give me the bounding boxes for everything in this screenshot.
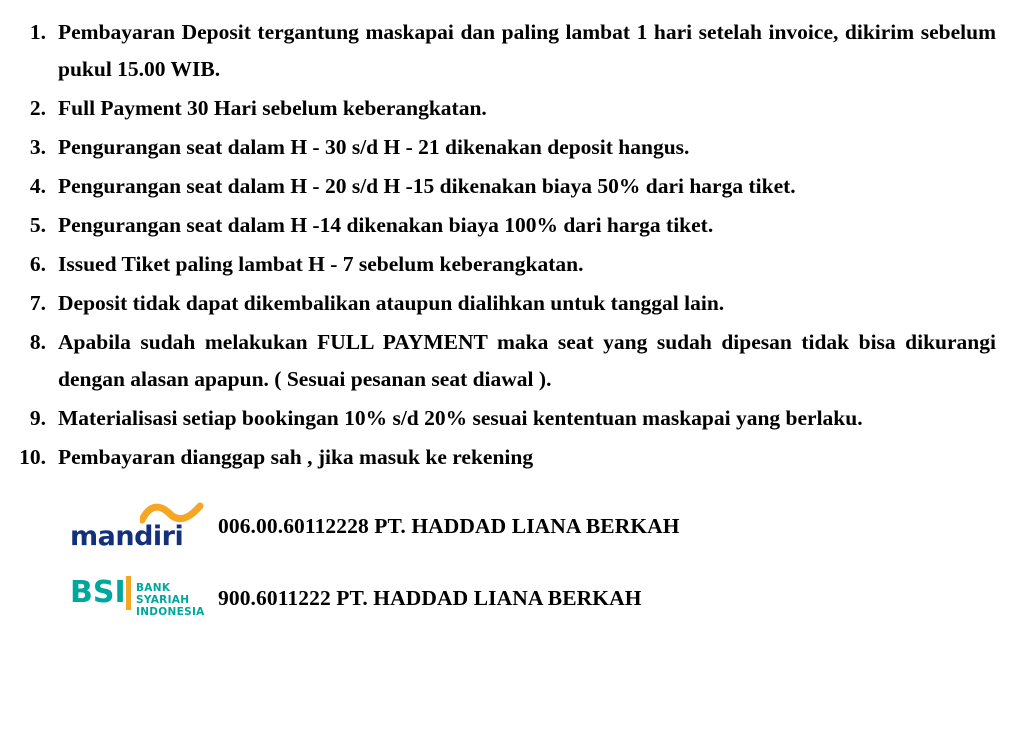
bsi-subtitle-line1: BANK SYARIAH	[136, 581, 190, 606]
bsi-account-number: 900.6011222 PT. HADDAD LIANA BERKAH	[218, 586, 642, 611]
list-item-text: Deposit tidak dapat dikembalikan ataupun dialihkan untuk tanggal lain.	[58, 290, 725, 315]
list-item-number: 10.	[19, 444, 46, 469]
mandiri-logo	[70, 502, 210, 552]
bank-row-bsi	[70, 570, 1002, 628]
list-item-number: 1.	[29, 20, 46, 44]
bsi-subtitle	[136, 582, 210, 619]
list-item-text: Materialisasi setiap bookingan 10% s/d 20% sesuai kententuan maskapai yang berlaku.	[58, 405, 863, 430]
list-item-number: 2.	[29, 95, 46, 120]
list-item	[14, 14, 1002, 88]
list-item-text: Issued Tiket paling lambat H - 7 sebelum keberangkatan.	[58, 251, 584, 276]
bank-row-mandiri	[70, 498, 1002, 556]
bsi-subtitle-line2: INDONESIA	[136, 606, 205, 619]
bsi-wordmark: BSI	[70, 574, 126, 610]
list-item-text: Pengurangan seat dalam H - 30 s/d H - 21 dikenakan deposit hangus.	[58, 134, 690, 159]
list-item	[14, 400, 1002, 437]
list-item	[14, 324, 1002, 398]
list-item-text: Pengurangan seat dalam H - 20 s/d H -15 dikenakan biaya 50% dari harga tiket.	[58, 173, 796, 198]
bsi-logo	[70, 574, 210, 624]
list-item-text: Full Payment 30 Hari sebelum keberangkatan.	[58, 95, 487, 120]
terms-and-conditions-list	[14, 14, 1002, 476]
list-item-text: Apabila sudah melakukan FULL PAYMENT maka seat yang sudah dipesan tidak bisa dikurangi dengan alasan apapun. ( Sesuai pesanan seat diawal ).	[58, 329, 996, 391]
list-item-number: 5.	[29, 212, 46, 237]
list-item	[14, 246, 1002, 283]
list-item	[14, 285, 1002, 322]
list-item-text: Pembayaran dianggap sah , jika masuk ke rekening	[58, 444, 534, 469]
list-item-number: 7.	[29, 290, 46, 315]
list-item-text: Pembayaran Deposit tergantung maskapai dan paling lambat 1 hari setelah invoice, dikirim sebelum pukul 15.00 WIB.	[58, 20, 996, 81]
mandiri-wordmark: mandiri	[70, 520, 184, 552]
list-item-number: 3.	[29, 134, 46, 159]
list-item	[14, 207, 1002, 244]
mandiri-account-number: 006.00.60112228 PT. HADDAD LIANA BERKAH	[218, 514, 680, 539]
list-item-number: 9.	[29, 405, 46, 430]
bank-accounts-section	[14, 498, 1002, 628]
list-item-number: 8.	[29, 329, 46, 354]
list-item	[14, 439, 1002, 476]
list-item-number: 4.	[29, 173, 46, 198]
list-item	[14, 90, 1002, 127]
bsi-accent-bar-icon	[126, 576, 131, 610]
list-item	[14, 129, 1002, 166]
list-item-number: 6.	[29, 251, 46, 276]
list-item	[14, 168, 1002, 205]
list-item-text: Pengurangan seat dalam H -14 dikenakan biaya 100% dari harga tiket.	[58, 212, 714, 237]
